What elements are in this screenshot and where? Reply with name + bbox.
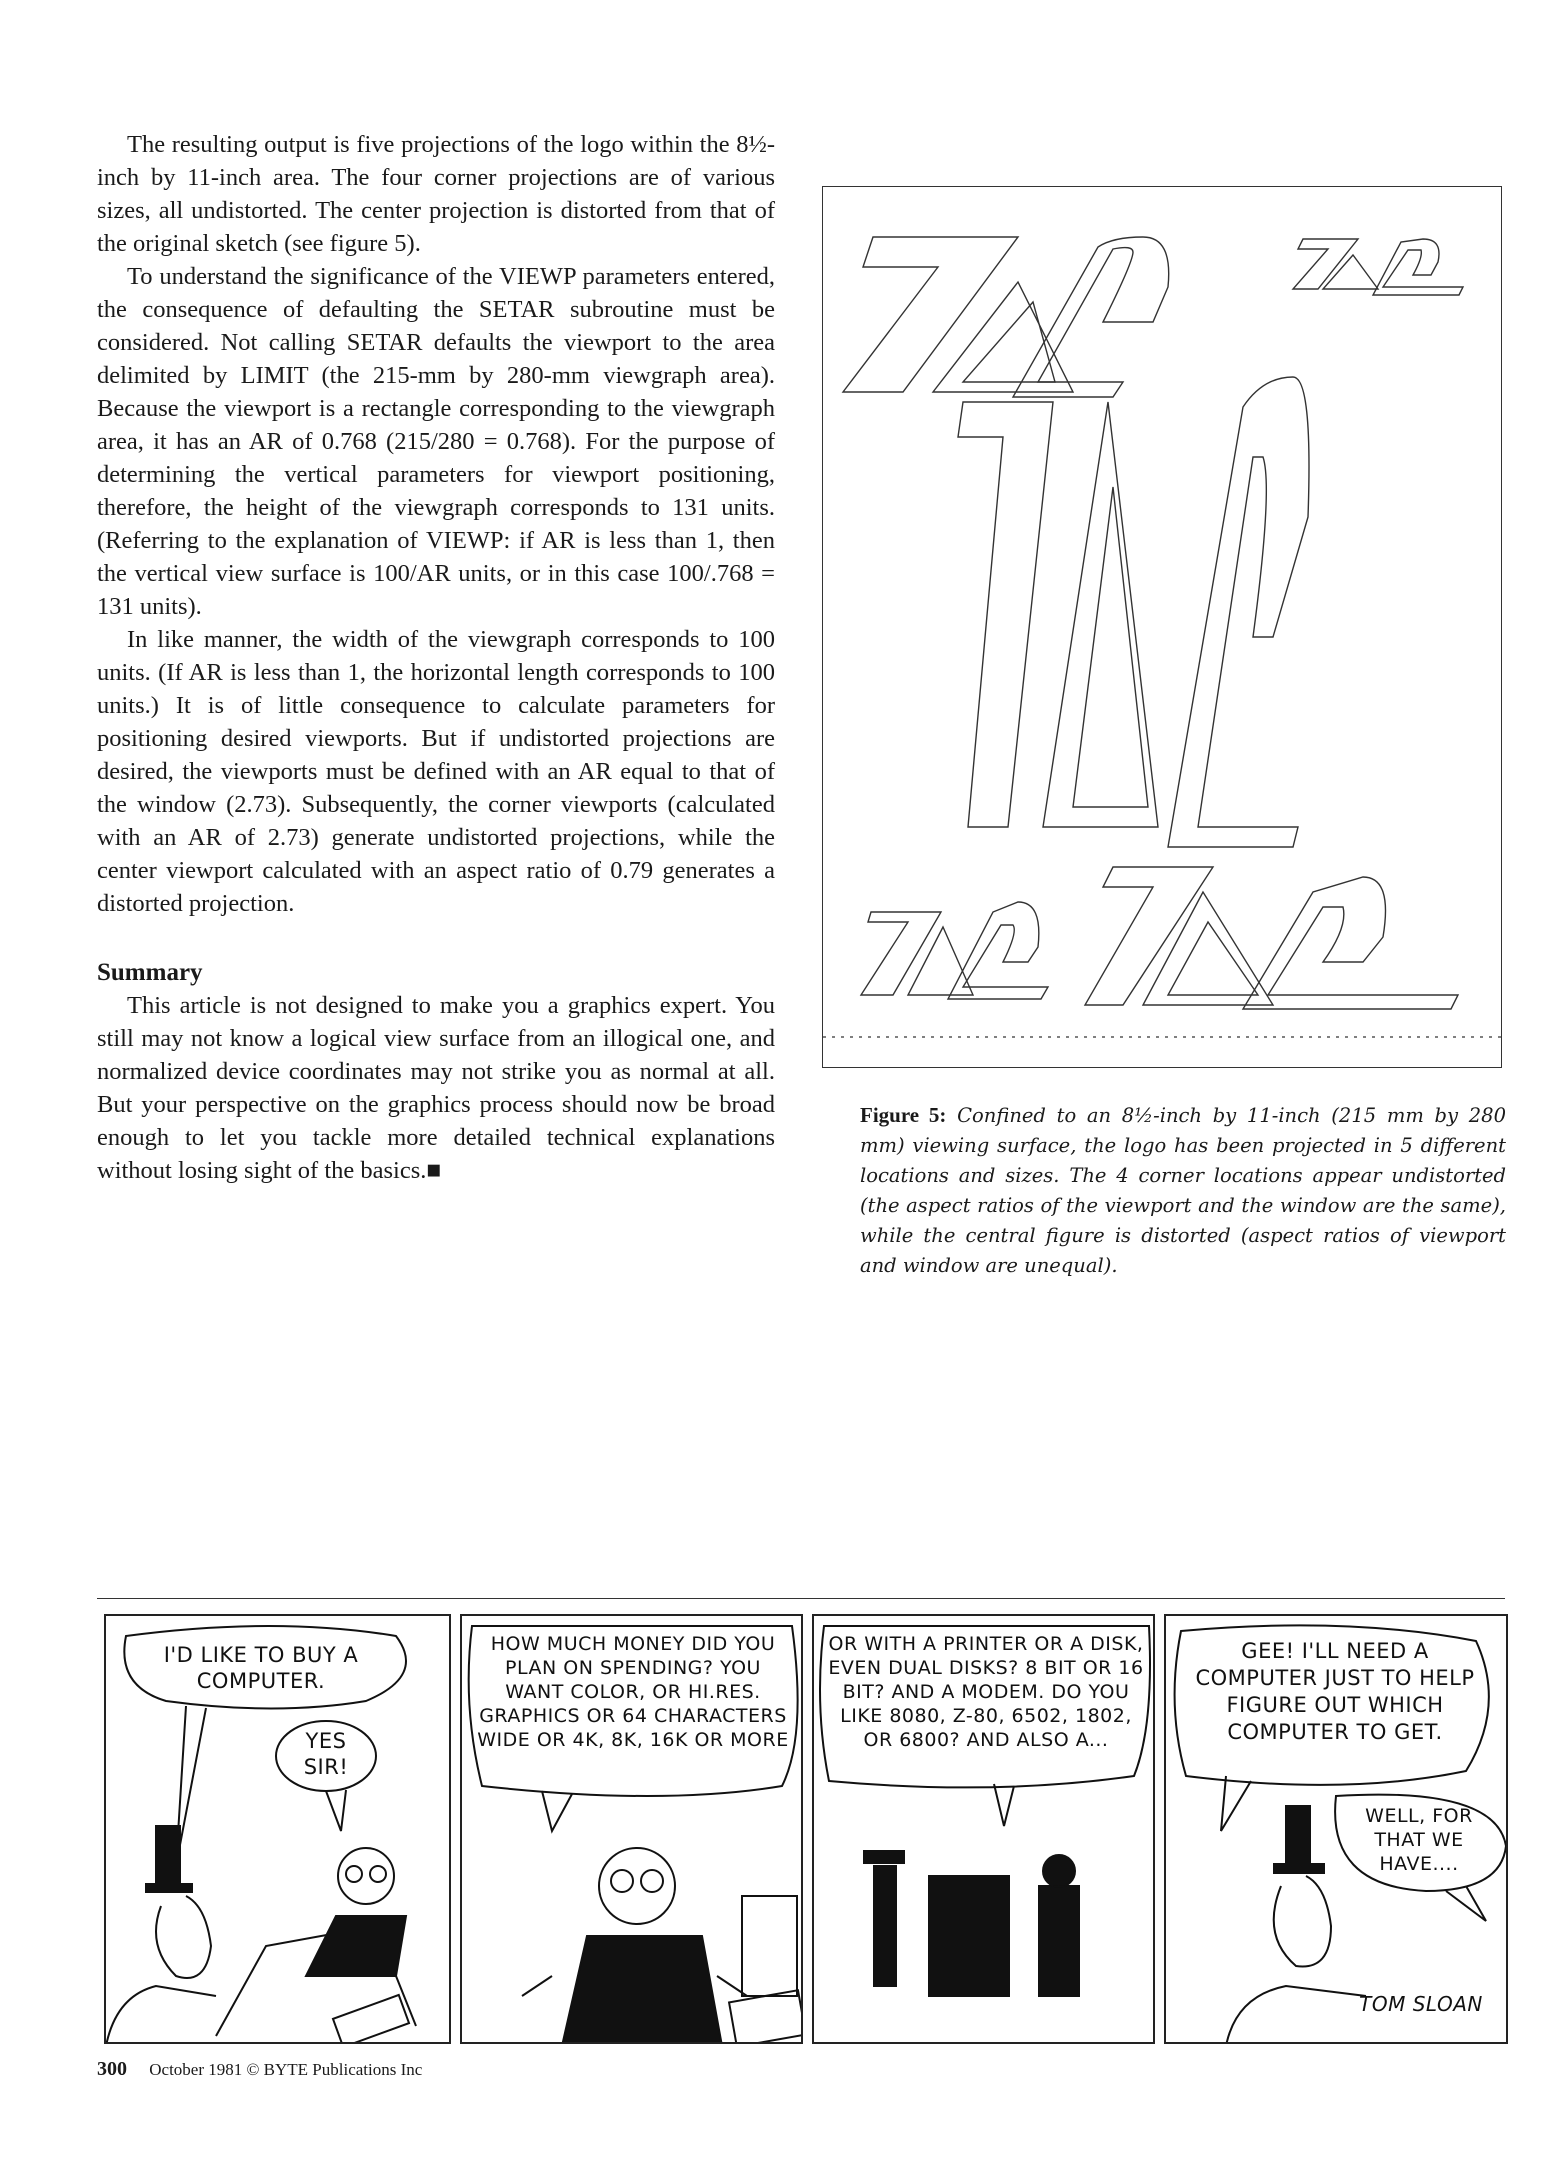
paragraph-3: In like manner, the width of the viewgraph corresponds to 100 units. (If AR is less than 1, the horizontal length corresponds to 100 units.) It is of little consequence to calculate parameters for positioning desired viewports. But if undistorted projections are desired, the viewports must be defined with an AR equal to that of the window (2.73). Subsequently, the corner viewports (calculated with an AR of 2.73) generate undistorted projections, while the center viewport calculated with an aspect ratio of 0.79 generates a distorted projection. <box>97 626 775 917</box>
panel-3-bubble: OR WITH A PRINTER OR A DISK, EVEN DUAL DISKS? 8 BIT OR 16 BIT? AND A MODEM. DO YOU LIKE 8080, Z-80, 6502, 1802, OR 6800? AND ALSO A... <box>828 1633 1144 1751</box>
comic-panel-4 <box>1164 1614 1508 2044</box>
paragraph-1: The resulting output is five projections of the logo within the 8½-inch by 11-inch area. The four corner projections are of various sizes, all undistorted. The center projection is distorted from that of the original sketch (see figure 5). <box>97 131 775 257</box>
panel-1-bubble-customer: I'D LIKE TO BUY A COMPUTER. <box>163 1643 359 1693</box>
logo-top-right <box>1293 239 1463 295</box>
comic-panel-1 <box>104 1614 451 2044</box>
logo-bottom-right <box>1085 867 1458 1009</box>
comic-divider <box>97 1598 1505 1599</box>
figure-caption <box>860 1100 1506 1281</box>
summary-heading: Summary <box>97 959 203 986</box>
paragraph-2: To understand the significance of the VIEWP parameters entered, the consequence of defaulting the SETAR subroutine must be considered. Not calling SETAR defaults the viewport to the area delimited by LIMIT (the 215-mm by 280-mm viewgraph area). Because the viewport is a rectangle corresponding to the viewgraph area, it has an AR of 0.768 (215/280 = 0.768). For the purpose of determining the vertical parameters for viewport positioning, therefore, the height of the viewgraph corresponds to 131 units. (Referring to the explanation of VIEWP: if AR is less than 1, then the vertical view surface is 100/AR units, or in this case 100/.768 = 131 units). <box>97 263 775 620</box>
comic-signature: TOM SLOAN <box>1359 1992 1483 2016</box>
logo-top-left <box>843 237 1169 397</box>
page-number: 300 <box>97 2058 127 2080</box>
panel-4-bubble-clerk: WELL, FOR THAT WE HAVE.... <box>1365 1805 1473 1875</box>
figure-caption-text: Confined to an 8½-inch by 11-inch (215 mm by 280 mm) viewing surface, the logo has been projected in 5 different locations and sizes. The 4 corner locations appear undistorted (the aspect ratios of the viewport and the window are the same), while the central figure is distorted (aspect ratios of viewport and window are unequal). <box>860 1104 1506 1277</box>
panel-4-bubble-customer: GEE! I'LL NEED A COMPUTER JUST TO HELP FIGURE OUT WHICH COMPUTER TO GET. <box>1195 1639 1475 1744</box>
panel-1-bubble-clerk: YES SIR! <box>303 1729 349 1779</box>
comic-panel-2 <box>460 1614 803 2044</box>
publication-line: October 1981 © BYTE Publications Inc <box>149 2060 423 2079</box>
panel-2-bubble: HOW MUCH MONEY DID YOU PLAN ON SPENDING? YOU WANT COLOR, OR HI.RES. GRAPHICS OR 64 CHARACTERS WIDE OR 4K, 8K, 16K OR MORE <box>477 1633 789 1751</box>
summary-text: This article is not designed to make you a graphics expert. You still may not know a logical view surface from an illogical one, and normalized device coordinates may not strike you as normal at all. But your perspective on the graphics process should now be broad enough to let you tackle more detailed technical explanations without losing sight of the basics. <box>97 992 775 1184</box>
logo-projections-drawing <box>823 187 1503 1069</box>
figure-label: Figure 5: <box>860 1103 947 1127</box>
page-footer <box>97 2058 422 2081</box>
summary-paragraph <box>97 989 775 1187</box>
article-text <box>97 128 775 1187</box>
comic-panel-3 <box>812 1614 1155 2044</box>
end-mark: ■ <box>426 1157 442 1184</box>
logo-bottom-left <box>861 902 1048 999</box>
figure-5-logo-projections <box>822 186 1502 1068</box>
logo-center <box>958 377 1309 847</box>
